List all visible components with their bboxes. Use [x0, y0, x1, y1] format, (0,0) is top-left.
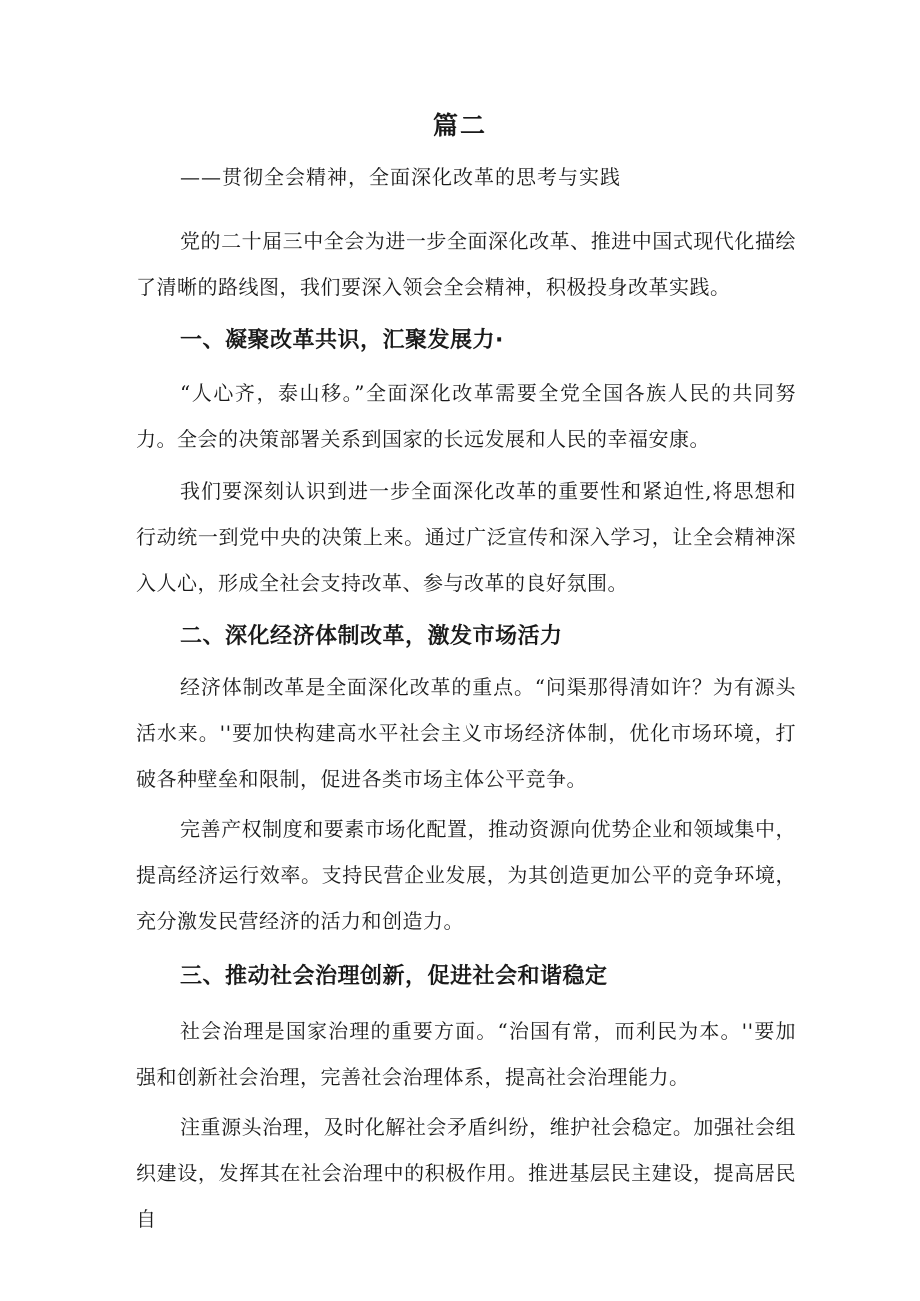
section-1-paragraph-2: 我们要深刻认识到进一步全面深化改革的重要性和紧迫性,将思想和行动统一到党中央的决策上来。通过广泛宣传和深入学习，让全会精神深入人心，形成全社会支持改革、参与改革的良好氛围。: [136, 479, 796, 595]
section-3-paragraph-1: 社会治理是国家治理的重要方面。“治国有常，而利民为本。''要加强和创新社会治理，完善社会治理体系，提高社会治理能力。: [136, 1019, 796, 1089]
document-subtitle: ——贯彻全会精神，全面深化改革的思考与实践: [180, 165, 621, 189]
section-2-paragraph-1: 经济体制改革是全面深化改革的重点。“问渠那得清如许？为有源头活水来。''要加快构建高水平社会主义市场经济体制，优化市场环境，打破各种壁垒和限制，促进各类市场主体公平竞争。: [136, 675, 796, 791]
section-heading-2: 二、深化经济体制改革，激发市场活力: [180, 624, 563, 649]
intro-paragraph: 党的二十届三中全会为进一步全面深化改革、推进中国式现代化描绘了清晰的路线图，我们要深入领会全会精神，积极投身改革实践。: [136, 229, 796, 299]
section-heading-3: 三、推动社会治理创新，促进社会和谐稳定: [180, 964, 608, 989]
document-title: 篇二: [432, 111, 487, 140]
section-2-paragraph-2: 完善产权制度和要素市场化配置，推动资源向优势企业和领域集中，提高经济运行效率。支持民营企业发展，为其创造更加公平的竞争环境，充分激发民营经济的活力和创造力。: [136, 817, 796, 933]
section-1-paragraph-1: “人心齐，泰山移。”全面深化改革需要全党全国各族人民的共同努力。全会的决策部署关系到国家的长远发展和人民的幸福安康。: [136, 381, 796, 451]
section-heading-1: 一、凝聚改革共识，汇聚发展力·: [180, 328, 504, 353]
section-3-paragraph-2: 注重源头治理，及时化解社会矛盾纠纷，维护社会稳定。加强社会组织建设，发挥其在社会治理中的积极作用。推进基层民主建设，提高居民自: [136, 1115, 796, 1231]
